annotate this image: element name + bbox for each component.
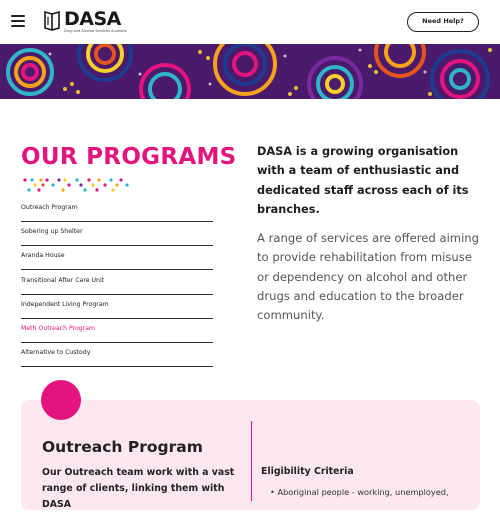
programs-list <box>21 199 213 368</box>
eligibility-title: Eligibility Criteria <box>261 466 354 477</box>
program-item-meth-outreach[interactable]: Meth Outreach Program <box>21 320 213 343</box>
pink-circle-decoration <box>41 380 81 420</box>
dasa-logo[interactable] <box>44 8 127 34</box>
card-divider <box>251 421 252 501</box>
need-help-button[interactable]: Need Help? <box>407 12 479 32</box>
program-item-aranda-house[interactable]: Aranda House <box>21 247 213 270</box>
decorative-dots <box>23 177 133 193</box>
card-title: Outreach Program <box>42 438 203 456</box>
logo-text: DASA <box>64 8 121 30</box>
logo-mark-icon <box>44 10 62 32</box>
site-header <box>0 0 500 44</box>
eligibility-item-text: Aboriginal people - working, unemployed, <box>277 487 449 497</box>
program-item-independent-living[interactable]: Independent Living Program <box>21 296 213 319</box>
program-item-transitional-after-care[interactable]: Transitional After Care Unit <box>21 272 213 295</box>
program-item-alternative-to-custody[interactable]: Alternative to Custody <box>21 344 213 367</box>
dot-art-banner-image <box>0 44 500 99</box>
card-description: Our Outreach team work with a vast range of clients, linking them with DASA <box>42 467 235 510</box>
hamburger-menu-icon[interactable] <box>11 15 25 27</box>
dot-art-banner <box>0 44 500 99</box>
intro-lead-text: DASA is a growing organisation with a team of enthusiastic and dedicated staff across each of its branches. <box>257 145 469 216</box>
programs-heading: OUR PROGRAMS <box>21 144 237 170</box>
program-item-outreach[interactable]: Outreach Program <box>21 199 213 222</box>
intro-body-text: A range of services are offered aiming to provide rehabilitation from misuse or dependency on alcohol and other drugs and education to the broader community. <box>257 231 480 323</box>
eligibility-item: • Aboriginal people - working, unemployed, <box>270 487 449 497</box>
logo-subtitle: Drug and Alcohol Services Australia <box>64 29 127 33</box>
program-item-sobering-up-shelter[interactable]: Sobering up Shelter <box>21 223 213 246</box>
